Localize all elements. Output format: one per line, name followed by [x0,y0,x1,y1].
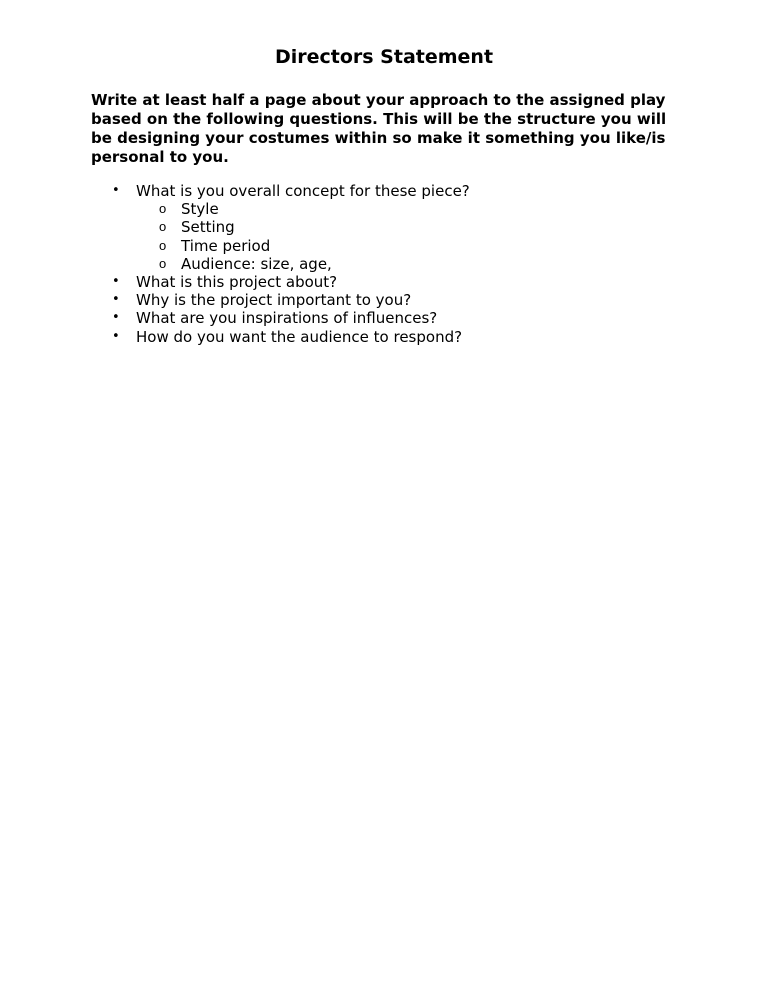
bullet-icon: • [112,328,120,344]
bullet-icon: • [112,274,120,290]
sub-list-item [0,218,768,236]
sub-question-text: Style [181,200,219,219]
sub-list-item [0,200,768,218]
question-text: How do you want the audience to respond? [136,327,463,346]
question-text: What is this project about? [136,273,338,292]
sub-question-text: Time period [181,236,271,255]
list-item [0,309,768,327]
question-text: What are you inspirations of influences? [136,309,438,328]
list-item [0,273,768,291]
list-item [0,182,768,273]
question-text: What is you overall concept for these piece? [136,182,470,200]
page-title: Directors Statement [274,46,494,68]
circle-bullet-icon: o [159,219,167,235]
list-item [0,291,768,309]
sub-question-list [136,200,768,273]
list-item [0,328,768,346]
bullet-icon: • [112,183,120,198]
sub-list-item [0,237,768,255]
bullet-icon: • [112,292,120,308]
circle-bullet-icon: o [159,201,167,217]
question-list [0,182,768,346]
bullet-icon: • [112,310,120,326]
sub-question-text: Setting [181,218,235,237]
sub-question-text: Audience: size, age, [181,254,332,273]
question-text: Why is the project important to you? [136,291,412,310]
circle-bullet-icon: o [159,237,167,253]
sub-list-item [0,255,768,273]
circle-bullet-icon: o [159,255,167,271]
instructions-paragraph: Write at least half a page about your approach to the assigned play based on the following questions. This will be the structure you will be designing your costumes within so make it something you like/is personal to you. [91,91,667,166]
